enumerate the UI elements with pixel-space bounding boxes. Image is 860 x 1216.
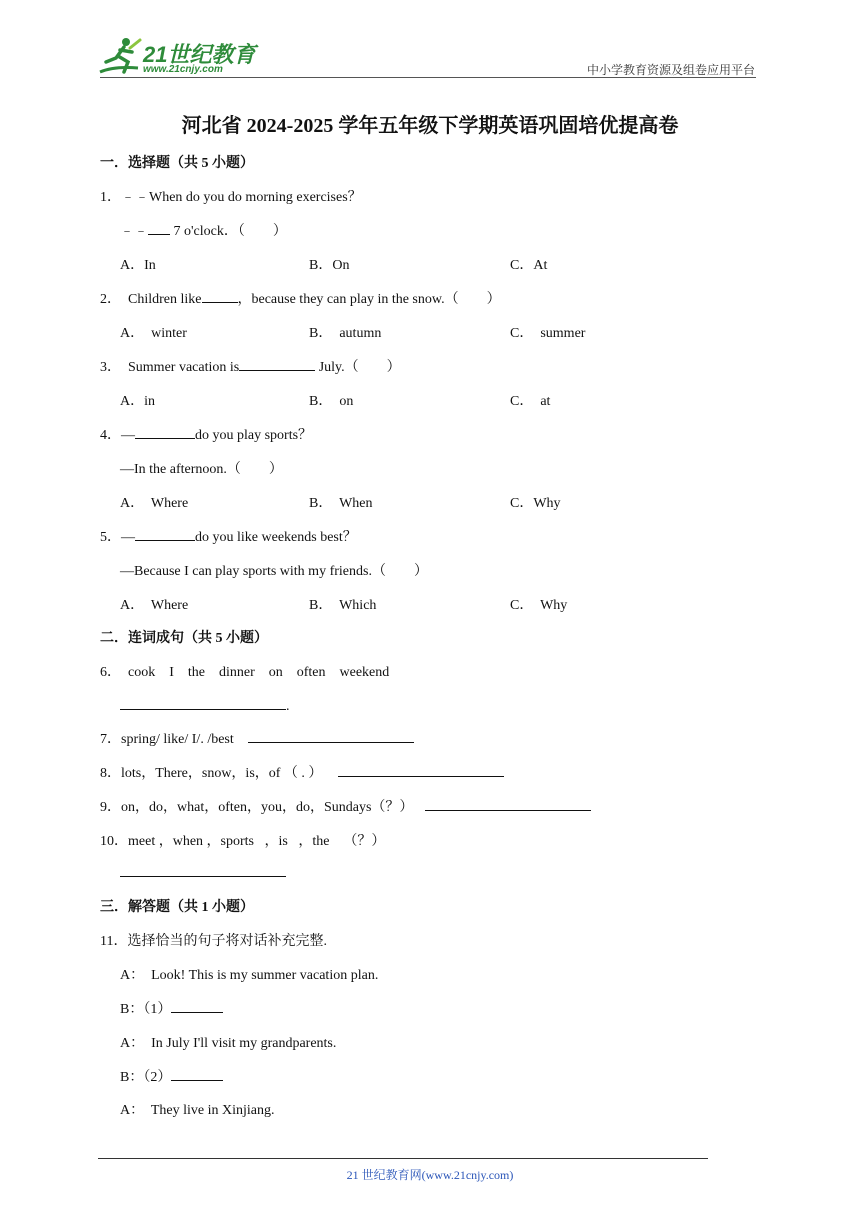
q10-answer	[120, 862, 286, 882]
q2-stem: 2． Children like ，because they can play in the snow.（ ）	[100, 288, 501, 308]
q4-option-c[interactable]: C．Why	[510, 496, 561, 511]
q9-stem: 9．on，do，what，often，you，do，Sundays（？）	[100, 796, 591, 816]
q8-stem: 8．lots，There，snow，is，of （ . ）	[100, 762, 504, 782]
section-heading-answer: 三．解答题（共 1 小题）	[100, 900, 254, 915]
q5-stem: 5．— do you like weekends best？	[100, 526, 357, 546]
q11-stem: 11．选择恰当的句子将对话补充完整.	[100, 934, 327, 949]
q11-dialog-line: A： In July I'll visit my grandparents.	[120, 1036, 337, 1051]
q4-line2: —In the afternoon.（ ）	[120, 462, 283, 477]
q2-option-b[interactable]: B． autumn	[309, 326, 382, 341]
section-heading-sentence: 二．连词成句（共 5 小题）	[100, 631, 268, 646]
answer-blank[interactable]	[171, 998, 223, 1013]
answer-blank[interactable]	[171, 1066, 223, 1081]
section-heading-choice: 一．选择题（共 5 小题）	[100, 156, 254, 171]
q5-option-a[interactable]: A． Where	[120, 598, 189, 613]
answer-blank[interactable]	[135, 526, 195, 541]
answer-blank[interactable]	[248, 728, 414, 743]
q5-option-b[interactable]: B． Which	[309, 598, 377, 613]
answer-blank[interactable]	[338, 762, 504, 777]
q3-option-c[interactable]: C． at	[510, 394, 551, 409]
q3-option-a[interactable]: A．in	[120, 394, 155, 409]
q1-option-b[interactable]: B．On	[309, 258, 350, 273]
q11-dialog-line: A： They live in Xinjiang.	[120, 1103, 275, 1118]
q2-option-c[interactable]: C． summer	[510, 326, 586, 341]
q1-line2: ﹣﹣ 7 o'clock．（ ）	[120, 220, 287, 240]
answer-blank[interactable]	[135, 424, 195, 439]
q2-option-a[interactable]: A． winter	[120, 326, 187, 341]
q6-stem: 6． cook I the dinner on often weekend	[100, 665, 390, 680]
footer-divider	[98, 1158, 708, 1159]
answer-blank[interactable]	[425, 796, 591, 811]
q4-option-a[interactable]: A． Where	[120, 496, 189, 511]
q11-dialog-line: B：（1）	[120, 998, 223, 1018]
header-divider	[100, 77, 756, 78]
q5-line2: —Because I can play sports with my friends.（ ）	[120, 564, 428, 579]
q10-stem: 10．meet ，when ，sports ，is ，the （？）	[100, 834, 386, 849]
q3-stem: 3． Summer vacation is July.（ ）	[100, 356, 401, 376]
logo-url: www.21cnjy.com	[143, 64, 223, 75]
q1-option-c[interactable]: C．At	[510, 258, 548, 273]
q4-stem: 4．— do you play sports？	[100, 424, 312, 444]
q11-dialog-line: B：（2）	[120, 1066, 223, 1086]
answer-blank[interactable]	[148, 220, 170, 235]
q3-option-b[interactable]: B． on	[309, 394, 354, 409]
q1-stem: 1．﹣﹣When do you do morning exercises？	[100, 190, 362, 205]
q6-answer: .	[120, 695, 290, 715]
q11-dialog-line: A： Look! This is my summer vacation plan.	[120, 968, 379, 983]
answer-blank[interactable]	[120, 862, 286, 877]
logo-text: 21世纪教育	[143, 42, 256, 67]
header-tagline: 中小学教育资源及组卷应用平台	[586, 63, 755, 77]
answer-blank[interactable]	[239, 356, 315, 371]
page-title: 河北省 2024-2025 学年五年级下学期英语巩固培优提高卷	[181, 115, 679, 137]
q1-option-a[interactable]: A．In	[120, 258, 156, 273]
q4-option-b[interactable]: B． When	[309, 496, 373, 511]
q7-stem: 7．spring/ like/ I/. /best	[100, 728, 414, 748]
q5-option-c[interactable]: C． Why	[510, 598, 568, 613]
answer-blank[interactable]	[202, 288, 238, 303]
answer-blank[interactable]	[120, 695, 286, 710]
footer-link[interactable]: 21 世纪教育网(www.21cnjy.com)	[346, 1168, 514, 1182]
